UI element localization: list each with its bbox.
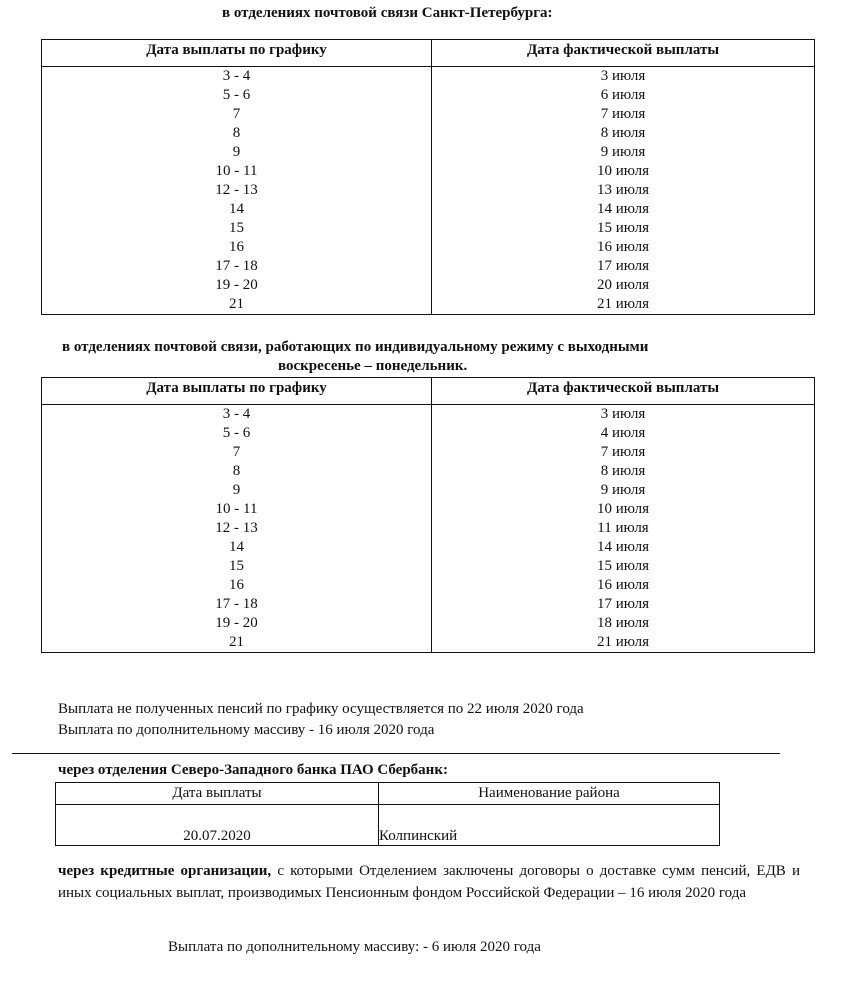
credit-text: с которыми Отделением заключены договоры о доставке сумм пенсий, ЕДВ и иных социальных выплат, производимых Пенсионным фондом Российской Федерации – 16 июля 2020 года	[58, 863, 800, 901]
table-row	[42, 181, 815, 200]
scheduled-date-cell: 8	[42, 124, 432, 143]
bank-district: Колпинский	[379, 805, 720, 846]
table-row	[42, 105, 815, 124]
header-scheduled-date: Дата выплаты по графику	[42, 40, 432, 67]
actual-date-cell: 14 июля	[432, 200, 815, 219]
scheduled-date-cell: 5 - 6	[42, 86, 432, 105]
section2-title-line1: в отделениях почтовой связи, работающих по индивидуальному режиму с выходными	[62, 339, 649, 355]
header-payment-date: Дата выплаты	[56, 783, 379, 805]
table-row	[42, 67, 815, 87]
actual-date-cell: 7 июля	[432, 443, 815, 462]
actual-date-cell: 16 июля	[432, 238, 815, 257]
table-row	[42, 257, 815, 276]
actual-date-cell: 18 июля	[432, 614, 815, 633]
table-row	[42, 219, 815, 238]
note-additional-array: Выплата по дополнительному массиву - 16 июля 2020 года	[58, 722, 435, 738]
scheduled-date-cell: 16	[42, 238, 432, 257]
bank-payment-date: 20.07.2020	[56, 805, 379, 846]
scheduled-date-cell: 17 - 18	[42, 257, 432, 276]
table-row	[42, 614, 815, 633]
divider-line	[12, 753, 780, 754]
table-row	[42, 143, 815, 162]
actual-date-cell: 16 июля	[432, 576, 815, 595]
table-row	[42, 557, 815, 576]
scheduled-date-cell: 14	[42, 200, 432, 219]
scheduled-date-cell: 19 - 20	[42, 276, 432, 295]
actual-date-cell: 9 июля	[432, 143, 815, 162]
table-row	[42, 519, 815, 538]
scheduled-date-cell: 12 - 13	[42, 181, 432, 200]
table-header-row	[42, 378, 815, 405]
scheduled-date-cell: 17 - 18	[42, 595, 432, 614]
scheduled-date-cell: 14	[42, 538, 432, 557]
scheduled-date-cell: 19 - 20	[42, 614, 432, 633]
actual-date-cell: 3 июля	[432, 405, 815, 425]
actual-date-cell: 4 июля	[432, 424, 815, 443]
actual-date-cell: 10 июля	[432, 500, 815, 519]
note-unreceived-pensions: Выплата не полученных пенсий по графику осуществляется по 22 июля 2020 года	[58, 701, 584, 717]
scheduled-date-cell: 10 - 11	[42, 162, 432, 181]
table-row	[42, 481, 815, 500]
bank-header-row	[56, 783, 720, 805]
table-row	[42, 595, 815, 614]
header-actual-date: Дата фактической выплаты	[432, 378, 815, 405]
actual-date-cell: 21 июля	[432, 295, 815, 315]
scheduled-date-cell: 7	[42, 443, 432, 462]
scheduled-date-cell: 10 - 11	[42, 500, 432, 519]
actual-date-cell: 20 июля	[432, 276, 815, 295]
table-header-row	[42, 40, 815, 67]
table-row	[42, 462, 815, 481]
scheduled-date-cell: 15	[42, 557, 432, 576]
header-district-name: Наименование района	[379, 783, 720, 805]
scheduled-date-cell: 5 - 6	[42, 424, 432, 443]
section1-title: в отделениях почтовой связи Санкт-Петербурга:	[222, 5, 553, 21]
actual-date-cell: 8 июля	[432, 462, 815, 481]
table-row	[42, 538, 815, 557]
actual-date-cell: 10 июля	[432, 162, 815, 181]
bank-data-row	[56, 805, 720, 846]
actual-date-cell: 15 июля	[432, 219, 815, 238]
credit-lead: через кредитные организации,	[58, 863, 272, 879]
table-row	[42, 200, 815, 219]
table-row	[42, 633, 815, 653]
actual-date-cell: 9 июля	[432, 481, 815, 500]
schedule-table-spb	[41, 39, 815, 315]
actual-date-cell: 6 июля	[432, 86, 815, 105]
scheduled-date-cell: 8	[42, 462, 432, 481]
table-row	[42, 276, 815, 295]
table-row	[42, 500, 815, 519]
table-row	[42, 424, 815, 443]
table-row	[42, 124, 815, 143]
actual-date-cell: 7 июля	[432, 105, 815, 124]
schedule-table-individual	[41, 377, 815, 653]
scheduled-date-cell: 16	[42, 576, 432, 595]
actual-date-cell: 15 июля	[432, 557, 815, 576]
header-scheduled-date: Дата выплаты по графику	[42, 378, 432, 405]
actual-date-cell: 17 июля	[432, 257, 815, 276]
bank-title: через отделения Северо-Западного банка ПАО Сбербанк:	[58, 762, 448, 778]
scheduled-date-cell: 3 - 4	[42, 67, 432, 87]
bank-table	[55, 782, 720, 846]
scheduled-date-cell: 9	[42, 481, 432, 500]
scheduled-date-cell: 7	[42, 105, 432, 124]
actual-date-cell: 13 июля	[432, 181, 815, 200]
table-row	[42, 238, 815, 257]
scheduled-date-cell: 21	[42, 295, 432, 315]
scheduled-date-cell: 3 - 4	[42, 405, 432, 425]
actual-date-cell: 8 июля	[432, 124, 815, 143]
table-row	[42, 405, 815, 425]
scheduled-date-cell: 12 - 13	[42, 519, 432, 538]
header-actual-date: Дата фактической выплаты	[432, 40, 815, 67]
actual-date-cell: 21 июля	[432, 633, 815, 653]
table-row	[42, 443, 815, 462]
actual-date-cell: 14 июля	[432, 538, 815, 557]
actual-date-cell: 11 июля	[432, 519, 815, 538]
table-row	[42, 86, 815, 105]
final-additional-payment: Выплата по дополнительному массиву: - 6 июля 2020 года	[168, 939, 541, 955]
scheduled-date-cell: 21	[42, 633, 432, 653]
section2-title-line2: воскресенье – понедельник.	[278, 358, 468, 374]
table-row	[42, 295, 815, 315]
scheduled-date-cell: 9	[42, 143, 432, 162]
scheduled-date-cell: 15	[42, 219, 432, 238]
actual-date-cell: 3 июля	[432, 67, 815, 87]
actual-date-cell: 17 июля	[432, 595, 815, 614]
table-row	[42, 162, 815, 181]
credit-organizations-paragraph	[58, 860, 800, 904]
table-row	[42, 576, 815, 595]
